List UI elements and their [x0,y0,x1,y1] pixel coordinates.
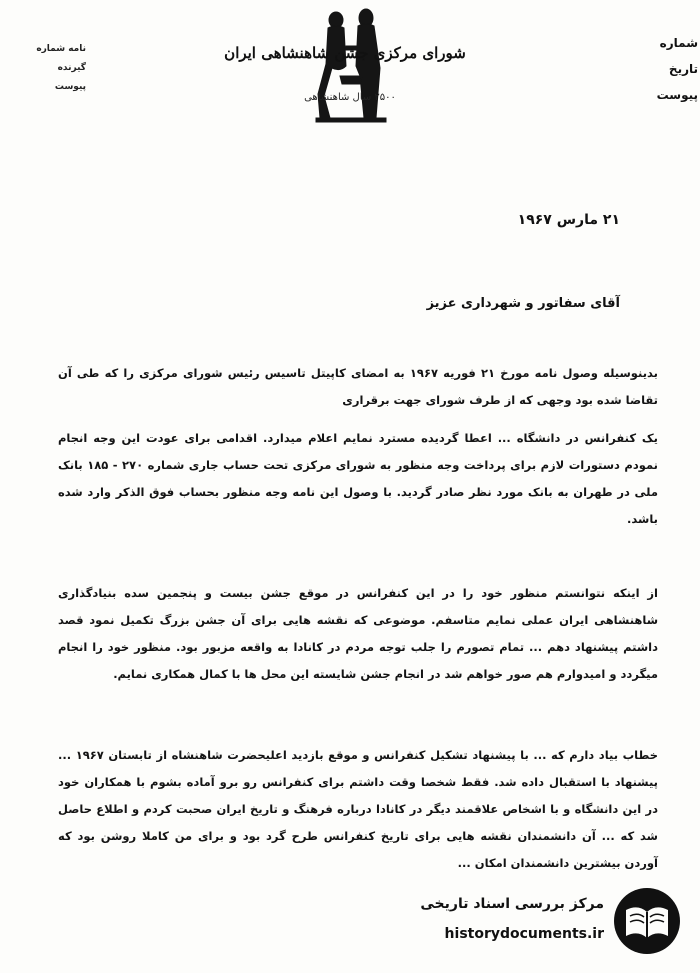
label-number: شماره [659,36,698,50]
letterhead-left-note [6,40,86,97]
watermark-url: historydocuments.ir [444,926,604,942]
label-attachment: پیوست [656,88,698,102]
organization-subtitle: ۲۵۰۰ سال شاهنشاهی [304,92,396,103]
letter-paragraph: یک کنفرانس در دانشگاه ... اعطا گردیده مسترد نمایم اعلام میدارد. اقدامی برای عودت این وجه انجام نمودم دستورات لازم برای پرداخت وجه منظور به شورای مرکزی تحت حساب جاری شماره ۲۷۰ - ۱۸۵ بانک ملی در طهران به بانک مورد نظر صادر گردید. با وصول این نامه وجه منظور بحساب فوق الذکر وارد شده باشد. [58,431,659,526]
letter-paragraph: بدینوسیله وصول نامه مورخ ۲۱ فوریه ۱۹۶۷ به امضای کاپیتل تاسیس رئیس شورای مرکزی را که طی آن تقاضا شده بود وجهی که از طرف شورای جهت برقراری [58,366,658,407]
archive-watermark [420,882,690,964]
letterhead-right-labels [656,30,698,108]
organization-title: شورای مرکزی جشن شاهنشاهی ایران [224,44,466,62]
letter-addressee: آقای سفاتور و شهرداری عزیز [426,296,620,311]
watermark-name: مرکز بررسی اسناد تاریخی [420,896,604,912]
letter-paragraph: خطاب بیاد دارم که ... با پیشنهاد تشکیل کنفرانس و موقع بازدید اعلیحضرت شاهنشاه از تابستان ۱۹۶۷ ... پیشنهاد با استقبال داده شد. فقط شخصا وقت داشتم برای کنفرانس رو برو آماده بشوم با همکاران خود در این دانشگاه و با اشخاص علاقمند دیگر در کانادا درباره فرهنگ و تاریخ ایران صحبت کردم و اطلاع حاصل شد که ... آن دانشمندان نقشه هایی برای تاریخ کنفرانس طرح گرد بود و برای من کاملا روشن بود که آوردن بیشترین دانشمندان امکان ... [58,748,658,870]
open-book-icon [612,886,682,956]
left-note-line: گیرنده [57,63,86,73]
label-date: تاریخ [668,62,698,76]
letter-date: ۲۱ مارس ۱۹۶۷ [517,212,620,228]
left-note-line: نامه شماره [36,44,86,54]
letter-paragraph: از اینکه نتوانستم منظور خود را در این کنفرانس در موقع جشن بیست و پنجمین سده بنیادگذاری شاهنشاهی ایران عملی نمایم متاسفم. موضوعی که نقشه هایی برای آن جشن بزرگ تکمیل نمود قصد داشتم پیشنهاد دهم ... تمام تصورم را جلب توجه مردم در کانادا به واقعه مزبور بود. منظور خود را انجام میگردد و امیدوارم هم صور خواهم شد در انجام جشن شایسته این محل ها با کمال همکاری نمایم. [58,586,658,681]
emblem-icon [310,6,392,126]
left-note-line: پیوست [54,82,86,92]
